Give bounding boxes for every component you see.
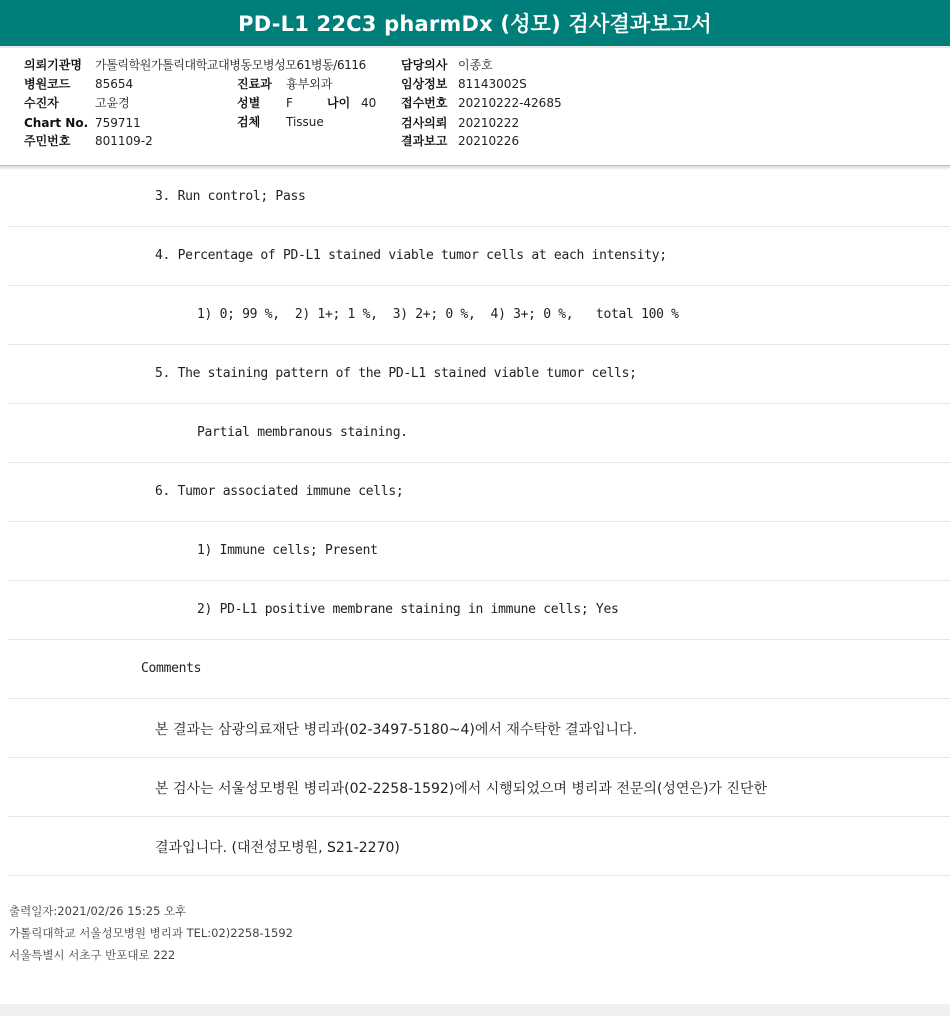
report-date-value: 20210226 bbox=[458, 134, 520, 148]
percentage-heading: 4. Percentage of PD-L1 stained viable tumor cells at each intensity; bbox=[155, 248, 667, 263]
intensity-percentages: 1) 0; 99 %, 2) 1+; 1 %, 3) 2+; 0 %, 4) 3+; 0 %, total 100 % bbox=[197, 307, 679, 322]
report-header bbox=[0, 48, 950, 166]
doctor-value: 이종호 bbox=[458, 58, 493, 72]
report-title: PD-L1 22C3 pharmDx (성모) 검사결과보고서 bbox=[238, 12, 712, 36]
receipt-no-value: 20210222-42685 bbox=[458, 96, 562, 110]
sex-value: F bbox=[286, 96, 293, 110]
staining-pattern-value: Partial membranous staining. bbox=[197, 425, 408, 440]
comments-heading: Comments bbox=[141, 661, 202, 676]
result-row bbox=[8, 168, 950, 227]
hospital-address: 서울특별시 서초구 반포대로 222 bbox=[9, 948, 176, 962]
resident-no-label: 주민번호 bbox=[24, 134, 71, 148]
institution-value: 가톨릭학원가톨릭대학교대병동모병성모61병동/6116 bbox=[95, 58, 366, 72]
hospital-code-label: 병원코드 bbox=[24, 77, 71, 91]
staining-pattern-heading: 5. The staining pattern of the PD-L1 stained viable tumor cells; bbox=[155, 366, 637, 381]
resident-no-value: 801109-2 bbox=[95, 134, 153, 148]
result-row bbox=[8, 286, 950, 345]
age-value: 40 bbox=[361, 96, 377, 110]
sex-label: 성별 bbox=[237, 96, 261, 110]
clinical-info-label: 임상정보 bbox=[401, 77, 448, 91]
clinical-info-value: 81143002S bbox=[458, 77, 527, 91]
result-row bbox=[8, 699, 950, 758]
result-row bbox=[8, 581, 950, 640]
hospital-code-value: 85654 bbox=[95, 77, 134, 91]
comment-line-2: 본 검사는 서울성모병원 병리과(02-2258-1592)에서 시행되었으며 병리과 전문의(성연은)가 진단한 bbox=[155, 781, 767, 797]
comment-line-3: 결과입니다. (대전성모병원, S21-2270) bbox=[155, 840, 400, 856]
specimen-value: Tissue bbox=[286, 115, 324, 129]
immune-cells-membrane-staining: 2) PD-L1 positive membrane staining in immune cells; Yes bbox=[197, 602, 619, 617]
request-date-label: 검사의뢰 bbox=[401, 116, 448, 130]
report-footer bbox=[9, 900, 293, 966]
age-label: 나이 bbox=[327, 96, 351, 110]
report-date-label: 결과보고 bbox=[401, 134, 448, 148]
comment-line-1: 본 결과는 삼광의료재단 병리과(02-3497-5180~4)에서 재수탁한 결과입니다. bbox=[155, 722, 638, 738]
chart-no-label: Chart No. bbox=[24, 116, 89, 130]
receipt-no-label: 접수번호 bbox=[401, 96, 448, 110]
result-row bbox=[8, 817, 950, 876]
run-control-line: 3. Run control; Pass bbox=[155, 189, 306, 204]
result-row bbox=[8, 404, 950, 463]
print-date: 출력일자:2021/02/26 15:25 오후 bbox=[9, 904, 187, 918]
bottom-bar bbox=[0, 1004, 950, 1016]
specimen-label: 검체 bbox=[237, 115, 261, 129]
immune-cells-heading: 6. Tumor associated immune cells; bbox=[155, 484, 404, 499]
chart-no-value: 759711 bbox=[95, 116, 141, 130]
result-row bbox=[8, 522, 950, 581]
department-label: 진료과 bbox=[237, 77, 272, 91]
patient-label: 수진자 bbox=[24, 96, 59, 110]
department-value: 흉부외과 bbox=[286, 77, 333, 91]
report-body bbox=[8, 168, 950, 876]
report-title-bar bbox=[0, 0, 950, 48]
doctor-label: 담당의사 bbox=[401, 58, 448, 72]
result-row bbox=[8, 227, 950, 286]
institution-label: 의뢰기관명 bbox=[24, 58, 82, 72]
result-row bbox=[8, 640, 950, 699]
result-row bbox=[8, 463, 950, 522]
patient-value: 고윤경 bbox=[95, 96, 130, 110]
result-row bbox=[8, 758, 950, 817]
result-row bbox=[8, 345, 950, 404]
hospital-contact: 가톨릭대학교 서울성모병원 병리과 TEL:02)2258-1592 bbox=[9, 926, 293, 940]
request-date-value: 20210222 bbox=[458, 116, 520, 130]
immune-cells-present: 1) Immune cells; Present bbox=[197, 543, 378, 558]
